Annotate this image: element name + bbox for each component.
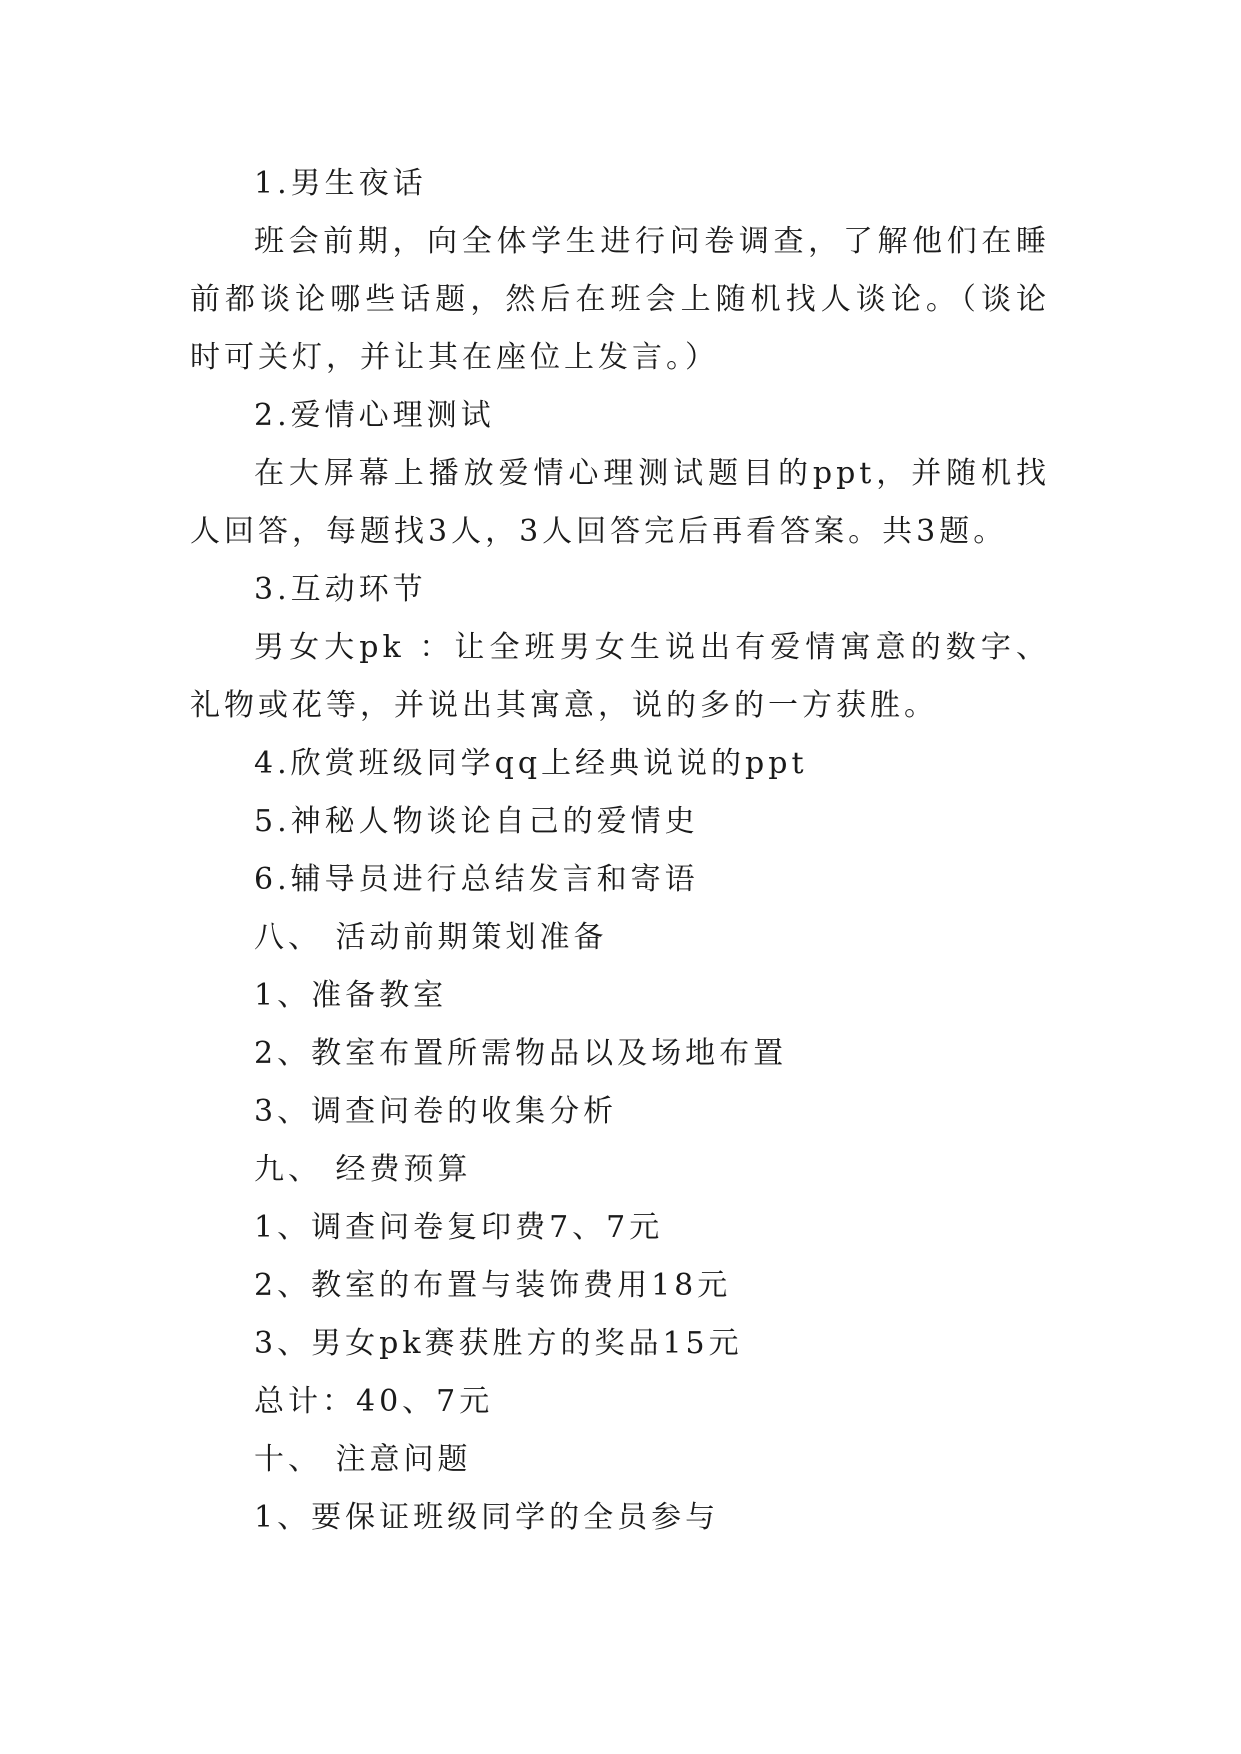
item-survey-analysis: 3、调查问卷的收集分析 [254, 1094, 618, 1129]
paragraph-pk: 男女大pk ：让全班男女生说出有爱情寓意的数字、礼物或花等，并说出其寓意，说的多的一方获胜。 [190, 630, 1050, 723]
item-full-participation: 1、要保证班级同学的全员参与 [254, 1500, 720, 1535]
item-mystery-person: 5.神秘人物谈论自己的爱情史 [254, 804, 699, 839]
item-qq-ppt: 4.欣赏班级同学qq上经典说说的ppt [254, 746, 808, 781]
budget-total: 总计：40、7元 [254, 1384, 494, 1419]
budget-item-prize: 3、男女pk赛获胜方的奖品15元 [254, 1326, 743, 1361]
item-love-psych-test: 2.爱情心理测试 [254, 398, 495, 433]
budget-item-decoration: 2、教室的布置与装饰费用18元 [254, 1268, 732, 1303]
budget-item-printing: 1、调查问卷复印费7、7元 [254, 1210, 664, 1245]
paragraph-survey: 班会前期，向全体学生进行问卷调查，了解他们在睡前都谈论哪些话题，然后在班会上随机找人谈论。（谈论时可关灯，并让其在座位上发言。） [190, 224, 1050, 375]
document-body [190, 155, 1050, 1547]
item-boys-night-talk: 1.男生夜话 [254, 166, 427, 201]
paragraph-psych-test: 在大屏幕上播放爱情心理测试题目的ppt，并随机找人回答，每题找3人，3人回答完后再看答案。共3题。 [190, 456, 1050, 549]
item-prepare-classroom: 1、准备教室 [254, 978, 448, 1013]
item-counselor-summary: 6.辅导员进行总结发言和寄语 [254, 862, 699, 897]
section-heading-budget: 九、 经费预算 [254, 1152, 472, 1187]
item-classroom-decoration: 2、教室布置所需物品以及场地布置 [254, 1036, 788, 1071]
section-heading-preparation: 八、 活动前期策划准备 [254, 920, 608, 955]
section-heading-notes: 十、 注意问题 [254, 1442, 472, 1477]
item-interaction: 3.互动环节 [254, 572, 427, 607]
